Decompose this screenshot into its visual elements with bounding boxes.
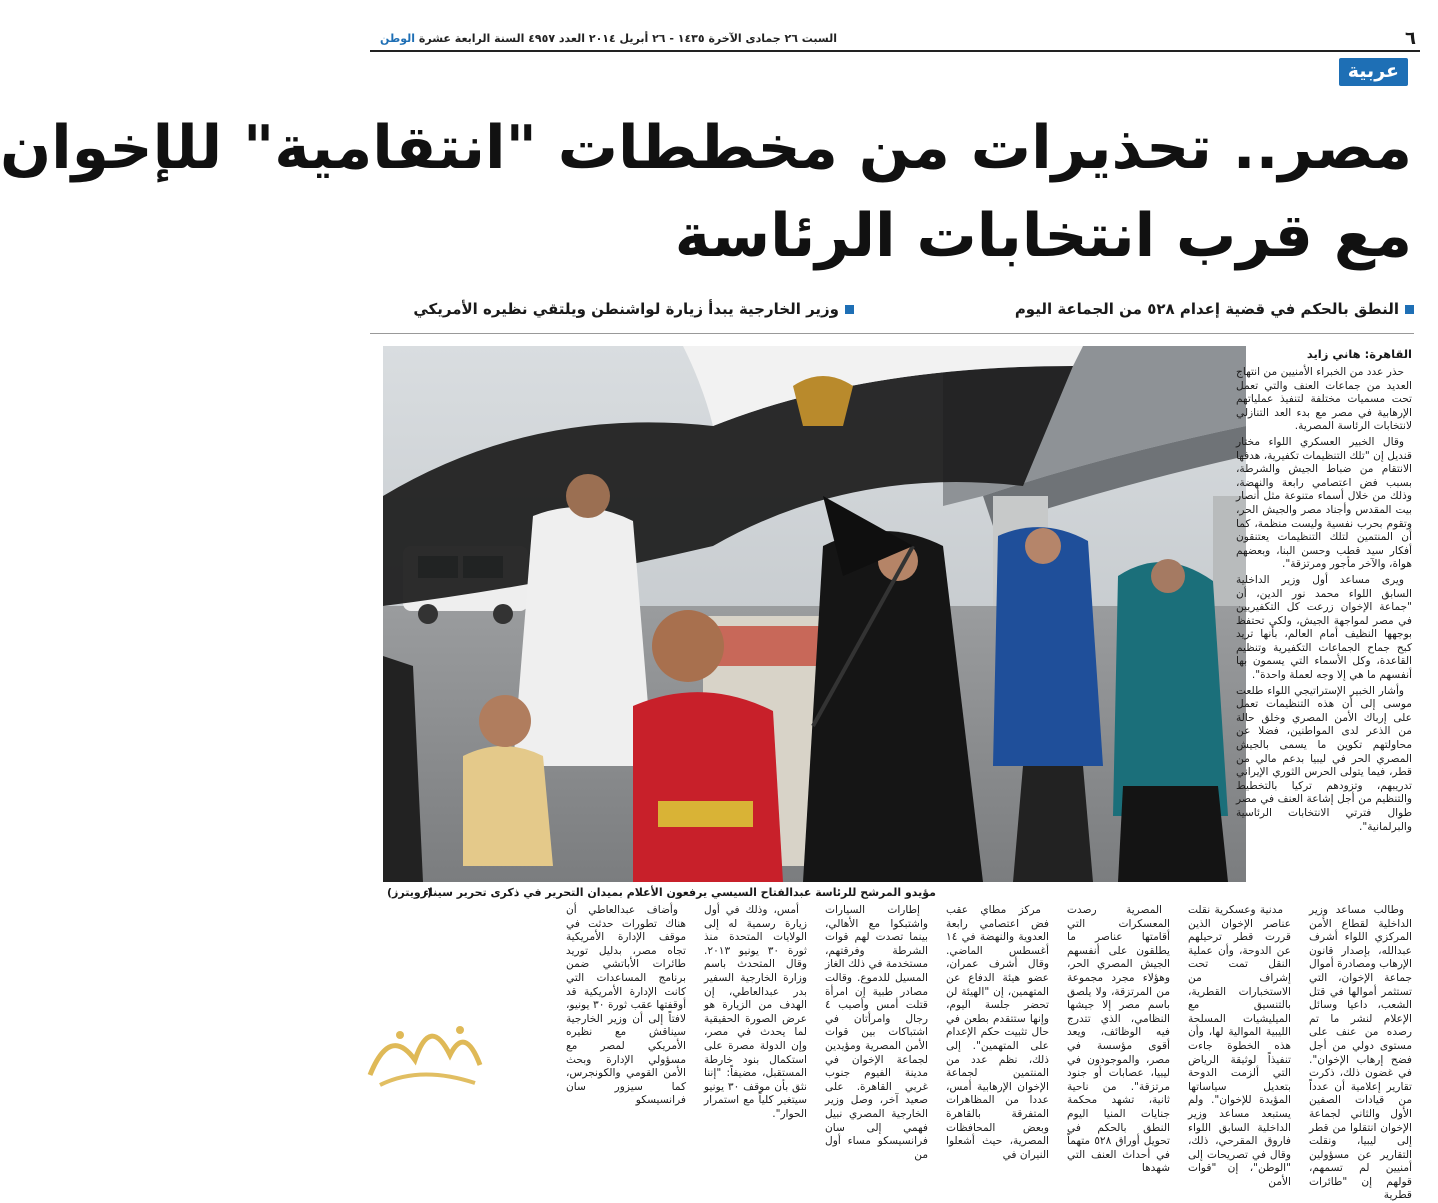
paragraph: مركز مطاي عقب فض اعتصامي رابعة العدوية والنهضة في ١٤ أغسطس الماضي. وقال أشرف عمران، عضو هيئة الدفاع عن المتهمين، إن "الهيئة لن تحضر جلسة اليوم، وإنها ستتقدم بطعن في حال تثبيت حكم الإعدام على المتهمين". إلى ذلك، نظم عدد من المنتمين لجماعة الإخوان الإرهابية أمس، عددا من المظاهرات المتفرقة بالقاهرة وبعض المحافظات المصرية، حيث أشعلوا النيران في [946,904,1049,1161]
paragraph: حذر عدد من الخبراء الأمنيين من انتهاج العديد من جماعات العنف والتي تعمل تحت مسميات مختلفة لتنفيذ عملياتهم الإرهابية في مصر مع بدء العد التنازلي لانتخابات الرئاسة المصرية. [1236,366,1412,433]
bottom-column-6 [704,904,807,1120]
masthead [370,28,1420,52]
headline-line-1: مصر.. تحذيرات من مخططات "انتقامية" للإخوان [0,113,1412,183]
article-photo [383,346,1246,882]
paragraph: مدنية وعسكرية نقلت عناصر الإخوان الذين قررت قطر ترحيلهم عن الدوحة، وأن عملية النقل تمت تحت إشراف من الاستخبارات القطرية، بالتنسيق مع الميليشيات المسلحة الليبية الموالية لها، وأن هذه الخطوة جاءت تنفيذاً لوثيقة الرياض التي ألزمت الدوحة بتعديل سياساتها المؤيدة للإخوان". ولم يستبعد مساعد وزير الداخلية السابق اللواء فاروق المقرحي، ذلك، وقال في تصريحات إلى "الوطن"، إن "قوات الأمن [1188,904,1291,1188]
newspaper-logo: الوطن [380,32,416,45]
paragraph: وأضاف عبدالعاطي أن هناك تطورات حدثت في موقف الإدارة الأمريكية تجاه مصر، بدليل توريد طائرات الأباتشي ضمن برنامج المساعدات التي كانت الإدارة الأمريكية قد أوقفتها عقب ثورة ٣٠ يونيو، لافتاً إلى أن وزير الخارجية سيناقش مع نظيره الأمريكي لمصر مع مسؤولي الإدارة وبحث الأمن القومي والكونجرس، كما سيزور سان فرانسيسكو [566,904,687,1107]
paragraph: ويرى مساعد أول وزير الداخلية السابق اللواء محمد نور الدين، أن "جماعة الإخوان زرعت كل التكفيريين في مصر لمواجهة الجيش، ولكي تحتفظ بوجهها النظيف أمام العالم، بأنها تريد كبح جماح الجماعات التكفيرية وتنظيم القاعدة، وكل الأسماء التي يسمون بها أنفسهم ما هي إلا وجه لعملة واحدة". [1236,573,1412,682]
section-tag: عربية [1339,58,1408,86]
photo-credit: (رويترز) [387,886,433,899]
protest-photo-illustration [383,346,1246,882]
bottom-column-2 [1188,904,1291,1188]
issue-line [376,32,837,45]
bottom-column-3 [1067,904,1170,1175]
paragraph: وأشار الخبير الإستراتيجي اللواء طلعت موسى إلى أن هذه التنظيمات تعمل على إرباك الأمن المصري وخلق حالة من الذعر لدى المواطنين، فضلا عن محاولتهم تكوين ما يسمى بالجيش المصري الحر في ليبيا بدعم مالي من قطر، فيما يتولى الحرس الثوري الإيراني تدريبهم، وتزودهم تركيا بالتخطيط والتنظيم من أجل إشاعة العنف في مصر طوال فترتي الانتخابات الرئاسية والبرلمانية". [1236,684,1412,833]
watermark-calligraphy-icon [360,1005,490,1090]
byline: القاهرة: هاني زايد [1306,347,1412,361]
bottom-column-1 [1309,904,1412,1202]
paragraph: إطارات السيارات واشتبكوا مع الأهالي، بينما تصدت لهم قوات الشرطة وفرقتهم، مستخدمة في ذلك الغاز المسيل للدموع. وقالت مصادر طبية إن امرأة قتلت أمس وأصيب ٤ رجال وامرأتان في اشتباكات بين قوات الأمن المصرية ومؤيدين لجماعة الإخوان في مدينة الفيوم جنوب غربي القاهرة. على صعيد آخر، وصل وزير الخارجية المصري نبيل فهمي إلى سان فرانسيسكو مساء أول من [825,904,928,1161]
page-number: ٦ [1405,28,1416,49]
bottom-column-4 [946,904,1049,1161]
caption-text: مؤيدو المرشح للرئاسة عبدالفتاح السيسي يرفعون الأعلام بميدان التحرير في ذكرى تحرير سيناء [423,886,936,899]
bullet-icon [845,305,854,314]
subhead-2-text: وزير الخارجية يبدأ زيارة لواشنطن ويلتقي نظيره الأمريكي [413,300,839,318]
paragraph: وطالب مساعد وزير الداخلية لقطاع الأمن المركزي اللواء أشرف عبدالله، بإصدار قانون الإرهاب ومصادرة أموال جماعة الإخوان، التي تستثمر أموالها في قتل الشعب، داعيا وسائل الإعلام لنشر ما تم رصده من عنف على مستوى دولي من أجل فضح إرهاب الإخوان". في غضون ذلك، ذكرت تقارير إعلامية أن عدداً من قيادات الصفين الأول والثاني لجماعة الإخوان انتقلوا من قطر إلى ليبيا، ونقلت التقارير عن مسؤولين أمنيين لم تسمهم، قولهم إن "طائرات قطرية [1309,904,1412,1202]
bullet-icon [1405,305,1414,314]
headline-line-2: مع قرب انتخابات الرئاسة [674,201,1412,271]
paragraph: وقال الخبير العسكري اللواء مختار قنديل إن "تلك التنظيمات تكفيرية، هدفها الانتقام من ضباط الجيش والشرطة، بسبب فض اعتصامي رابعة والنهضة، وذلك من خلال أسماء متنوعة مثل أنصار بيت المقدس وأجناد مصر والجيش الحر، وتقوم بحرب نفسية وليست منظمة، كما أن المنتمين لتلك التنظيمات يعتنقون أفكار سيد قطب وحسن البنا، وبعضهم هواة، والآخر مأجور ومرتزقة". [1236,435,1412,571]
side-column [1236,366,1412,900]
subheads [370,300,1414,326]
bottom-column-7 [566,904,687,1107]
subhead-1-text: النطق بالحكم في قضية إعدام ٥٢٨ من الجماعة اليوم [1014,300,1399,318]
bottom-column-5 [825,904,928,1161]
paragraph: المصرية رصدت المعسكرات التي أقامتها عناصر ما يطلقون على أنفسهم الجيش المصري الحر، وهؤلاء مجرد مجموعة من المرتزقة، ولا يلصق باسم مصر إلا جيشها النظامي، الذي تتدرج فيه الوظائف، ويعد أقوى مؤسسة في مصر، والموجودون في ليبيا، عصابات أو جنود مرتزقة". من ناحية ثانية، تشهد محكمة جنايات المنيا اليوم النطق بالحكم في تحويل أوراق ٥٢٨ متهماً في أحداث العنف التي شهدها [1067,904,1170,1175]
issue-date: السبت ٢٦ جمادى الآخرة ١٤٣٥ - ٢٦ أبريل ٢٠١٤ العدد ٤٩٥٧ السنة الرابعة عشرة [418,32,837,45]
subhead-2 [413,300,854,318]
divider [370,333,1414,334]
subhead-1 [1015,300,1414,318]
paragraph: أمس، وذلك في أول زيارة رسمية له إلى الولايات المتحدة منذ ثورة ٣٠ يونيو ٢٠١٣. وقال المتحدث باسم وزارة الخارجية السفير بدر عبدالعاطي، إن الهدف من الزيارة هو عرض الصورة الحقيقية لما يحدث في مصر، وإن الدولة مصرة على استكمال بنود خارطة المستقبل، مضيفاً: "إننا نثق بأن موقف ٣٠ يونيو سيتغير كلياً مع استمرار الحوار". [704,904,807,1120]
